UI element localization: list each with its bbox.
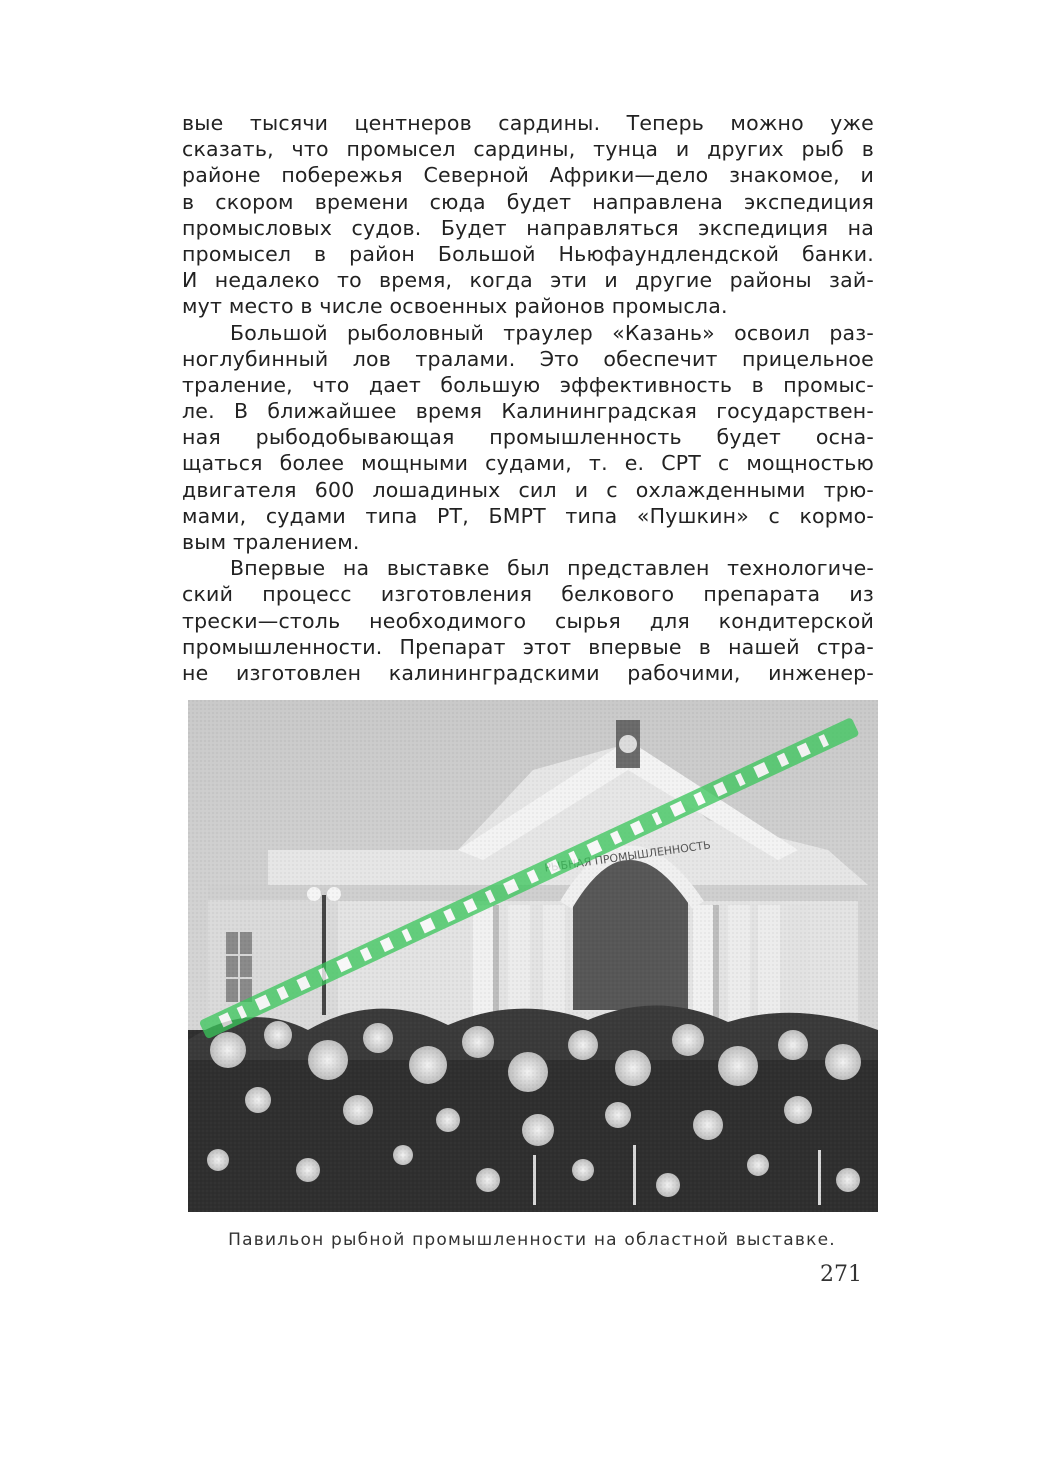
text-line: щаться более мощными судами, т. е. СРТ с мощностью <box>182 451 874 476</box>
text-line: в скором времени сюда будет направлена экспедиция <box>182 189 874 214</box>
text-line: промышленности. Препарат этот впервые в нашей стра- <box>182 634 874 659</box>
text-line: промысловых судов. Будет направляться экспедиция на <box>182 215 874 240</box>
text-line: вые тысячи центнеров сардины. Теперь можно уже <box>182 111 874 135</box>
text-line: вым тралением. <box>182 530 360 554</box>
text-line: районе побережья Северной Африки—дело знакомое, и <box>182 163 874 188</box>
text-line: не изготовлен калининградскими рабочими, инженер- <box>182 660 874 685</box>
text-line: И недалеко то время, когда эти и другие районы зай- <box>182 268 874 293</box>
page-number: 271 <box>820 1262 862 1287</box>
photo-caption: Павильон рыбной промышленности на областной выставке. <box>228 1230 836 1250</box>
text-line: мут место в числе освоенных районов промысла. <box>182 294 728 319</box>
text-line: Впервые на выставке был представлен технологиче- <box>230 556 874 581</box>
text-line: ле. В ближайшее время Калининградская государствен- <box>182 399 874 424</box>
text-line: мами, судами типа РТ, БМРТ типа «Пушкин» с кормо- <box>182 503 874 528</box>
text-line: траление, что дает большую эффективность в промыс- <box>182 372 874 397</box>
text-line: ноглубинный лов тралами. Это обеспечит прицельное <box>182 346 874 371</box>
text-line: сказать, что промысел сардины, тунца и других рыб в <box>182 137 874 162</box>
text-line: промысел в район Большой Ньюфаундлендской банки. <box>182 241 874 266</box>
text-line: ная рыбодобывающая промышленность будет осна- <box>182 425 874 450</box>
text-line: двигателя 600 лошадиных сил и с охлажденными трю- <box>182 477 874 502</box>
text-line: ский процесс изготовления белкового препарата из <box>182 582 874 607</box>
pavilion-photo <box>188 700 878 1212</box>
text-line: трески—столь необходимого сырья для кондитерской <box>182 608 874 633</box>
body-text <box>182 110 874 686</box>
text-line: Большой рыболовный траулер «Казань» освоил раз- <box>230 320 874 345</box>
